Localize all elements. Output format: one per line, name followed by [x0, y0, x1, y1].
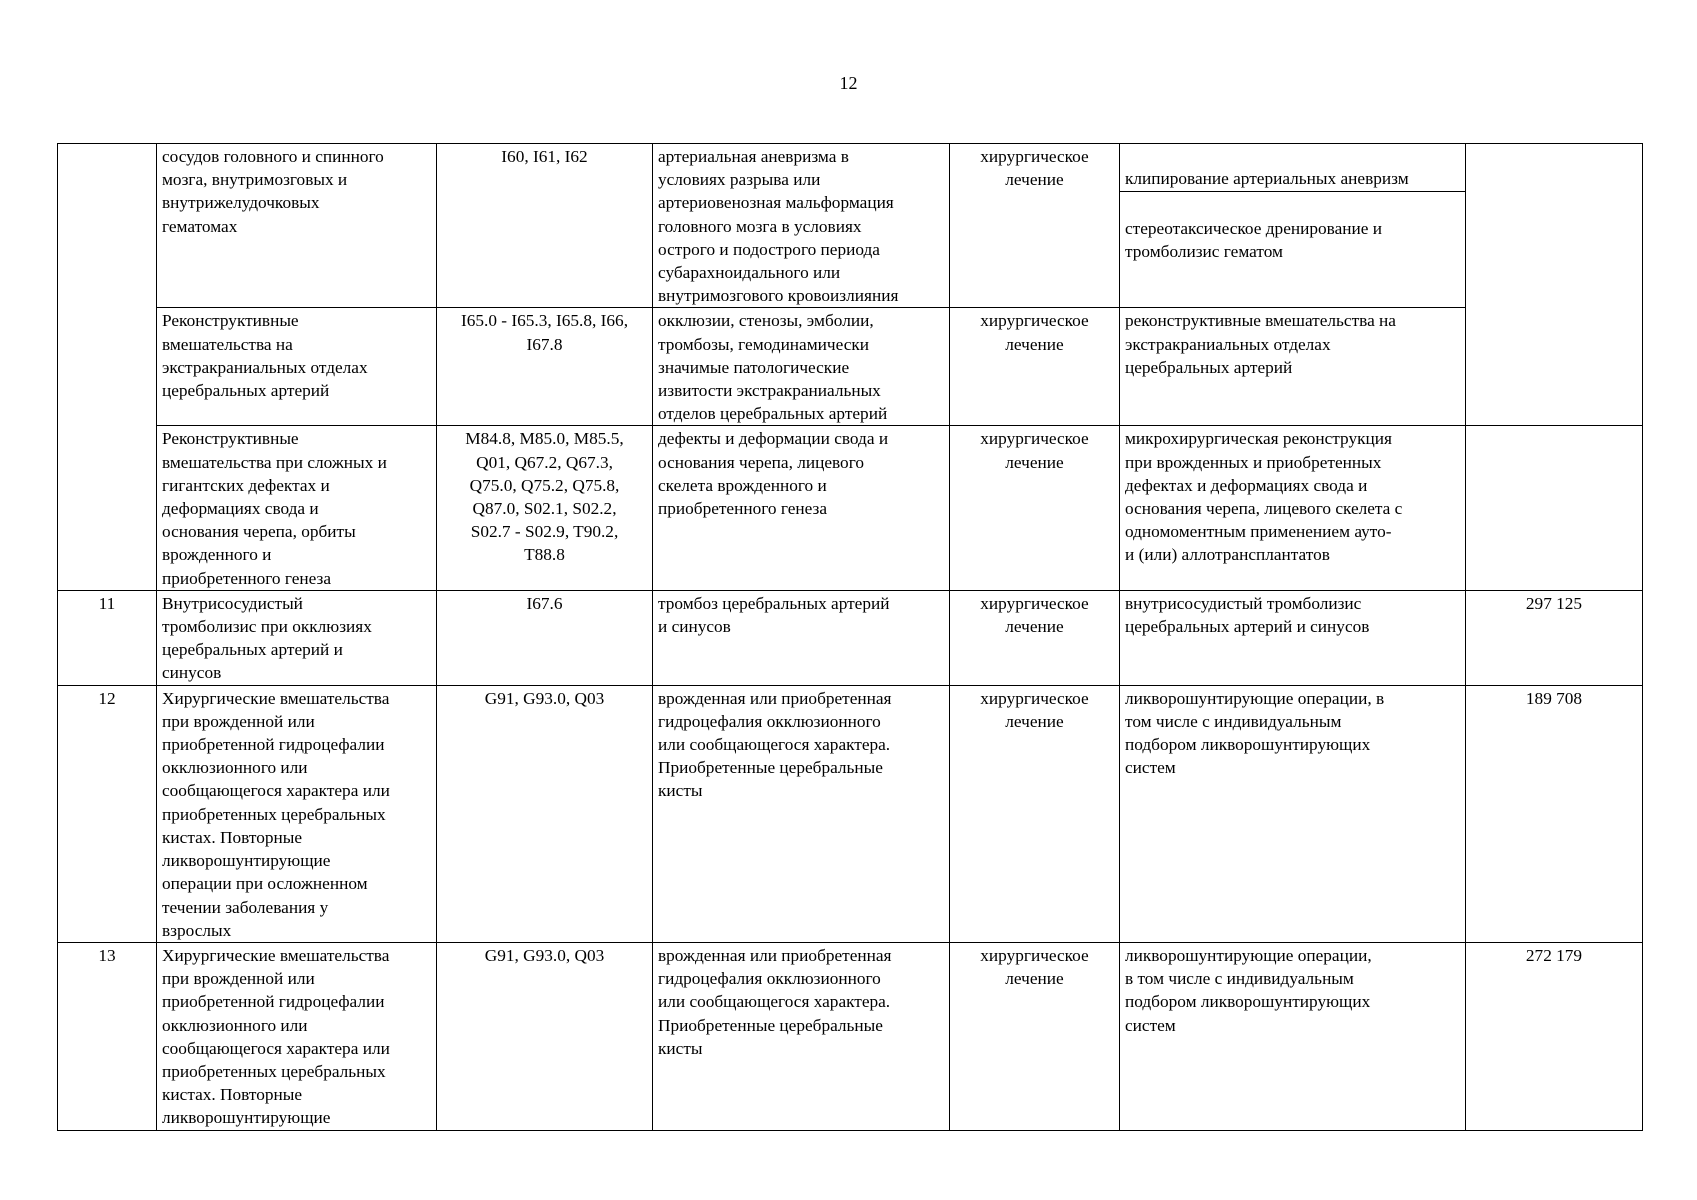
patient-model: дефекты и деформации свода и основания черепа, лицевого скелета врожденного и приобретенного генеза	[653, 426, 950, 590]
row-number-cell	[58, 144, 157, 591]
page-number: 12	[839, 73, 858, 93]
medical-care-table	[57, 143, 1643, 1131]
diagnosis-codes: G91, G93.0, Q03	[437, 942, 653, 1130]
row-number: 13	[58, 942, 157, 1130]
table-row	[58, 426, 1643, 590]
treatment-type: хирургическое лечение	[950, 942, 1120, 1130]
diagnosis-codes: G91, G93.0, Q03	[437, 685, 653, 942]
care-type-name: Внутрисосудистый тромболизис при окклюзиях церебральных артерий и синусов	[157, 590, 437, 685]
treatment-method: стереотаксическое дренирование и тромболизис гематом	[1125, 218, 1382, 261]
price-cell-empty	[1466, 426, 1643, 590]
diagnosis-codes: M84.8, M85.0, M85.5, Q01, Q67.2, Q67.3, Q75.0, Q75.2, Q75.8, Q87.0, S02.1, S02.2, S02.7 - S02.9, T90.2, T88.8	[437, 426, 653, 590]
price: 189 708	[1466, 685, 1643, 942]
price-cell	[1466, 144, 1643, 426]
treatment-method: внутрисосудистый тромболизис церебральных артерий и синусов	[1120, 590, 1466, 685]
treatment-method: ликворошунтирующие операции, в том числе с индивидуальным подбором ликворошунтирующих систем	[1120, 942, 1466, 1130]
treatment-method: клипирование артериальных аневризм	[1120, 167, 1465, 192]
price: 272 179	[1466, 942, 1643, 1130]
treatment-type: хирургическое лечение	[950, 590, 1120, 685]
price: 297 125	[1466, 590, 1643, 685]
treatment-type: хирургическое лечение	[950, 144, 1120, 308]
table-row	[58, 942, 1643, 1130]
table-row	[58, 144, 1643, 308]
patient-model: врожденная или приобретенная гидроцефалия окклюзионного или сообщающегося характера. Приобретенные церебральные кисты	[653, 685, 950, 942]
diagnosis-codes: I65.0 - I65.3, I65.8, I66, I67.8	[437, 308, 653, 426]
care-type-name: Хирургические вмешательства при врожденной или приобретенной гидроцефалии окклюзионного или сообщающегося характера или приобретенных церебральных кистах. Повторные ликворошунтирующие	[157, 942, 437, 1130]
diagnosis-codes: I67.6	[437, 590, 653, 685]
treatment-type: хирургическое лечение	[950, 308, 1120, 426]
treatment-method: ликворошунтирующие операции, в том числе с индивидуальным подбором ликворошунтирующих систем	[1120, 685, 1466, 942]
table-row	[58, 685, 1643, 942]
patient-model: окклюзии, стенозы, эмболии, тромбозы, гемодинамически значимые патологические извитости экстракраниальных отделов церебральных артерий	[653, 308, 950, 426]
care-type-name: Реконструктивные вмешательства на экстракраниальных отделах церебральных артерий	[157, 308, 437, 426]
treatment-method-cell	[1120, 144, 1466, 308]
treatment-method: микрохирургическая реконструкция при врожденных и приобретенных дефектах и деформациях свода и основания черепа, лицевого скелета с одномоментным применением ауто- и (или) аллотрансплантатов	[1120, 426, 1466, 590]
care-type-name: сосудов головного и спинного мозга, внутримозговых и внутрижелудочковых гематомах	[157, 144, 437, 308]
care-type-name: Хирургические вмешательства при врожденной или приобретенной гидроцефалии окклюзионного или сообщающегося характера или приобретенных церебральных кистах. Повторные ликворошунтирующие операции при осложненном течении заболевания у взрослых	[157, 685, 437, 942]
table-row	[58, 308, 1643, 426]
row-number: 11	[58, 590, 157, 685]
treatment-type: хирургическое лечение	[950, 685, 1120, 942]
treatment-type: хирургическое лечение	[950, 426, 1120, 590]
row-number: 12	[58, 685, 157, 942]
patient-model: артериальная аневризма в условиях разрыва или артериовенозная мальформация головного мозга в условиях острого и подострого периода субарахноидального или внутримозгового кровоизлияния	[653, 144, 950, 308]
diagnosis-codes: I60, I61, I62	[437, 144, 653, 308]
table-row	[58, 590, 1643, 685]
care-type-name: Реконструктивные вмешательства при сложных и гигантских дефектах и деформациях свода и основания черепа, орбиты врожденного и приобретенного генеза	[157, 426, 437, 590]
patient-model: врожденная или приобретенная гидроцефалия окклюзионного или сообщающегося характера. Приобретенные церебральные кисты	[653, 942, 950, 1130]
treatment-method: реконструктивные вмешательства на экстракраниальных отделах церебральных артерий	[1120, 308, 1466, 426]
patient-model: тромбоз церебральных артерий и синусов	[653, 590, 950, 685]
